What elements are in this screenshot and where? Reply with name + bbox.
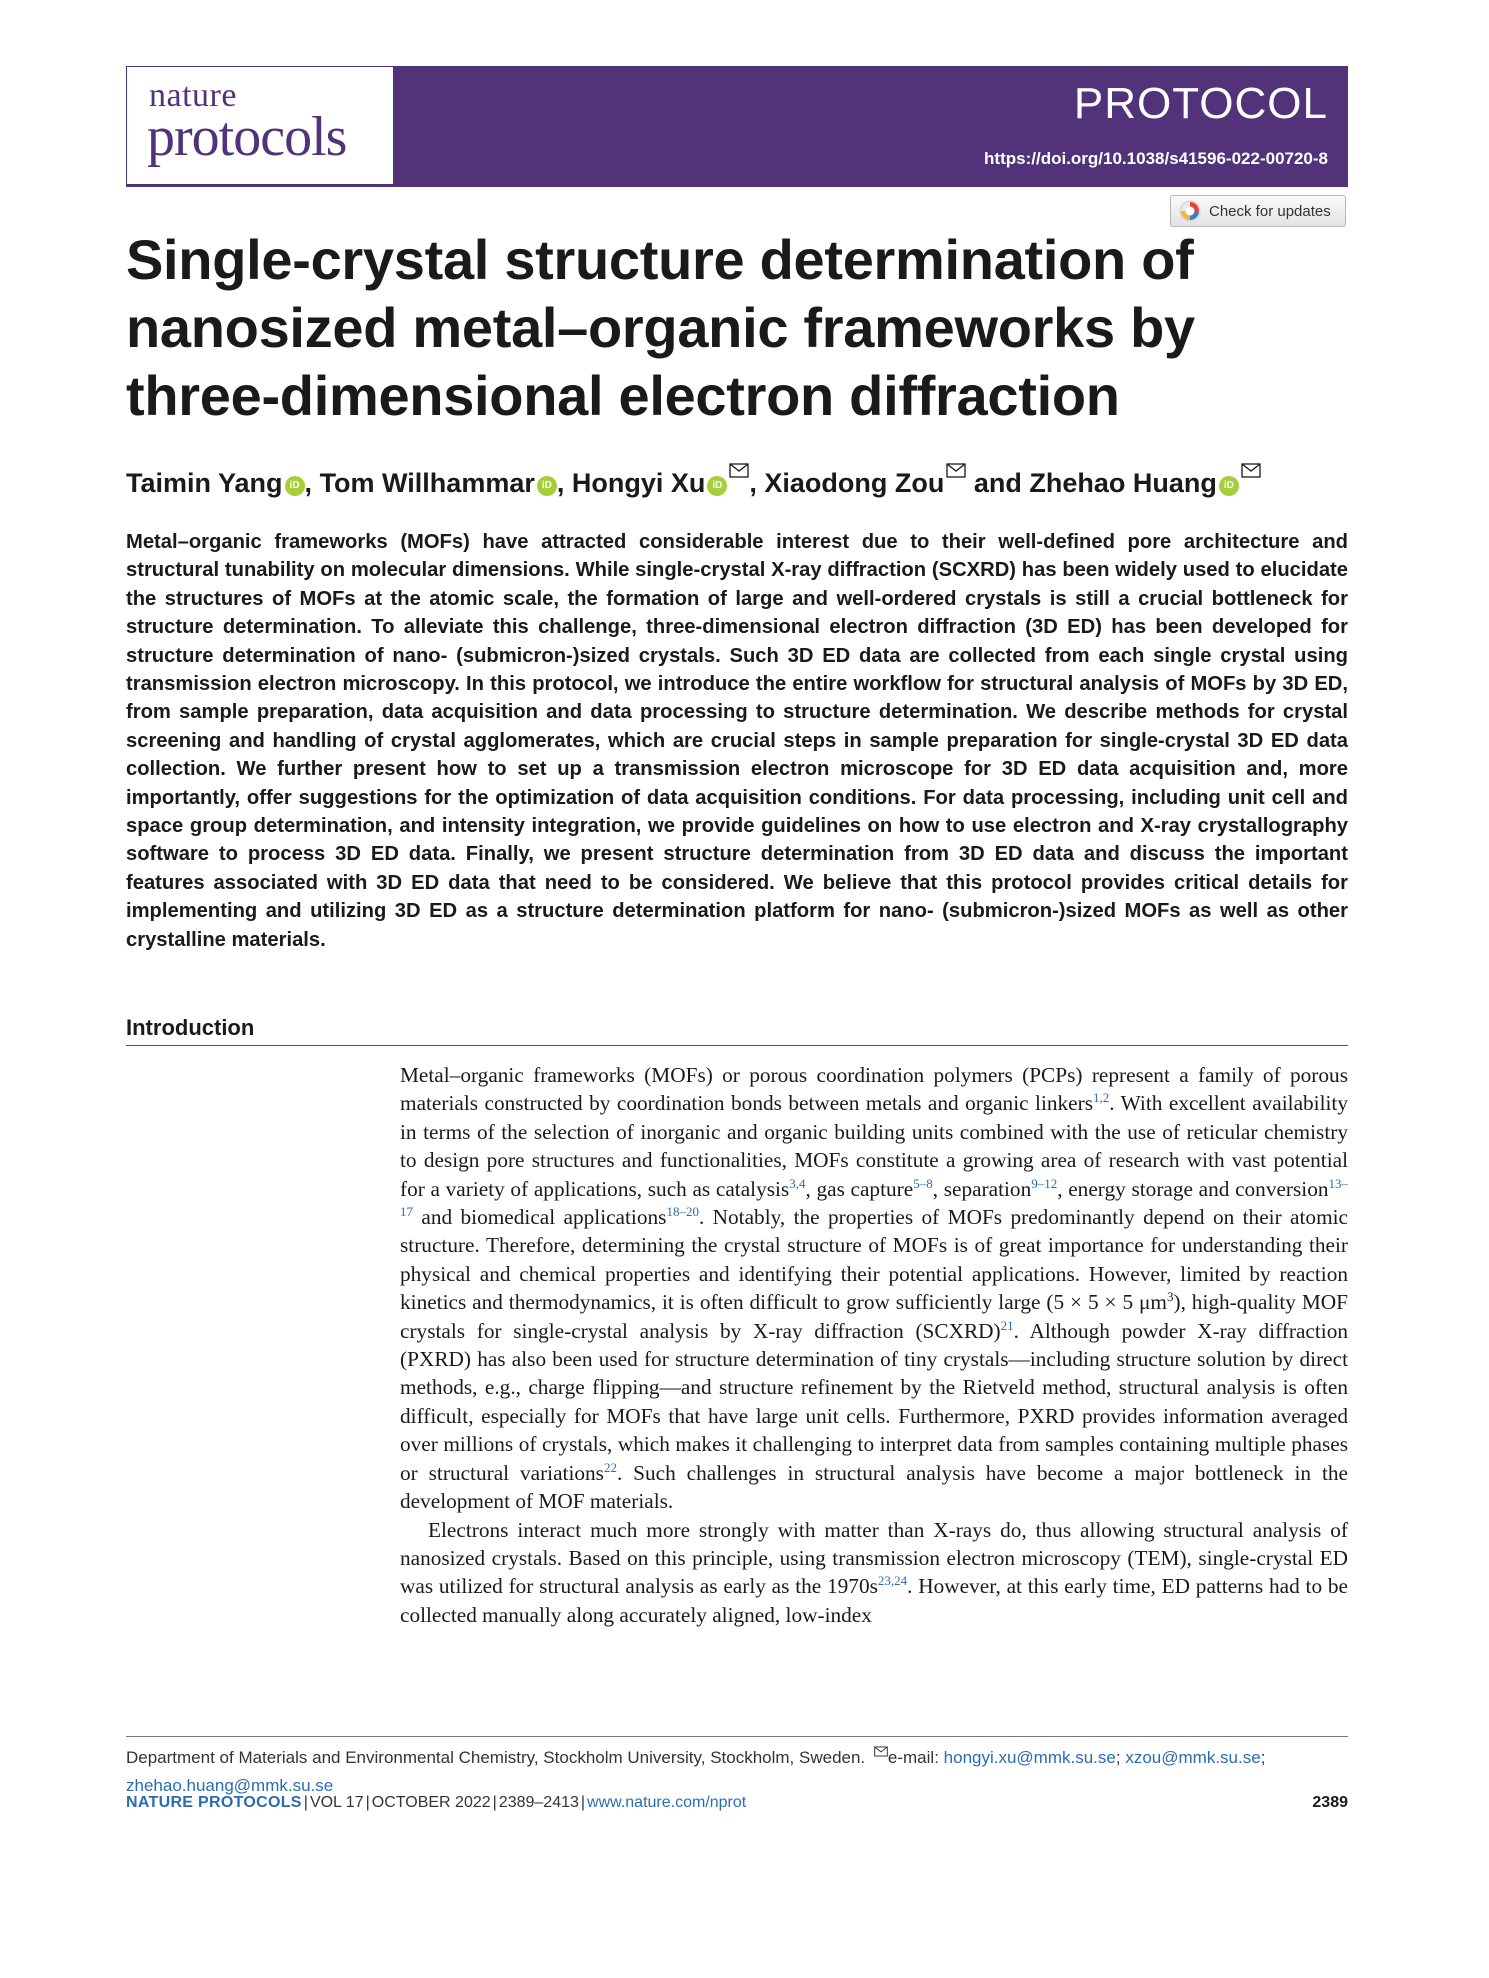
envelope-icon[interactable] [729,463,749,478]
body-text-run: Electrons interact much more strongly with matter than X-rays do, thus allowing structural analysis of nanosized crystals. Based on this principle, using transmission electron microscopy (TEM), single-crystal ED was utilized for structural analysis as early as the 1970s [400,1517,1348,1599]
email-link[interactable]: zhehao.huang@mmk.su.se [126,1776,334,1795]
author-list [126,463,1261,501]
citation-link[interactable]: 22 [603,1459,617,1475]
body-text-run: and biomedical applications [413,1205,667,1230]
body-text-run: , gas capture [805,1176,914,1201]
envelope-icon[interactable] [1241,463,1261,478]
envelope-icon [874,1746,888,1757]
citation-link[interactable]: 18–20 [666,1204,699,1220]
orcid-icon[interactable]: iD [1219,476,1239,496]
title-line: Single-crystal structure determination of [126,228,1194,291]
email-link[interactable]: hongyi.xu@mmk.su.se [943,1748,1116,1767]
superscript: 3 [1166,1289,1174,1305]
author-name[interactable]: Zhehao Huang [1029,468,1217,498]
body-text-run: . Although powder X-ray diffraction (PXRD) has also been used for structure determination of tiny crystals—including structure solution by direct methods, e.g., charge flipping—and structure refinement by the Rietveld method, structural analysis is often difficult, especially for MOFs that have large unit cells. Furthermore, PXRD provides information averaged over millions of crystals, which makes it challenging to interpret data from samples containing multiple phases or structural variations [400,1318,1348,1485]
body-text-run: , separation [932,1176,1032,1201]
footnote-divider [126,1736,1348,1737]
orcid-icon[interactable]: iD [537,476,557,496]
affiliation-text: Department of Materials and Environmental Chemistry, Stockholm University, Stockholm, Sweden. [126,1748,866,1767]
body-text-run: ), high-quality MOF crystals for single-crystal analysis by X-ray diffraction (SCXRD) [400,1290,1348,1343]
orcid-icon[interactable]: iD [707,476,727,496]
citation-link[interactable]: 23,24 [877,1573,908,1589]
journal-header-banner [126,66,1348,187]
journal-logo[interactable] [126,66,394,185]
abstract: Metal–organic frameworks (MOFs) have attracted considerable interest due to their well-defined pore architecture and structural tunability on molecular dimensions. While single-crystal X-ray diffraction (SCXRD) has been widely used to elucidate the structures of MOFs at the atomic scale, the formation of large and well-ordered crystals is still a crucial bottleneck for structure determination. To alleviate this challenge, three-dimensional electron diffraction (3D ED) has been developed for structure determination of nano- (submicron-)sized crystals. Such 3D ED data are collected from each single crystal using transmission electron microscopy. In this protocol, we introduce the entire workflow for structural analysis of MOFs by 3D ED, from sample preparation, data acquisition and data processing to structure determination. We describe methods for crystal screening and handling of crystal agglomerates, which are crucial steps in sample preparation for single-crystal 3D ED data collection. We further present how to set up a transmission electron microscope for 3D ED data acquisition and, more importantly, offer suggestions for the optimization of data acquisition conditions. For data processing, including unit cell and space group determination, and intensity integration, we provide guidelines on how to use electron and X-ray crystallography software to process 3D ED data. Finally, we present structure determination from 3D ED data and discuss the important features associated with 3D ED data that need to be considered. We believe that this protocol provides critical details for implementing and utilizing 3D ED as a structure determination platform for nano- (submicron-)sized MOFs as well as other crystalline materials. [126,531,1348,951]
body-text-run: . Notably, the properties of MOFs predominantly depend on their atomic structure. Therefore, determining the crystal structure of MOFs is of great importance for understanding their physical and chemical properties and identifying their potential applications. However, limited by reaction kinetics and thermodynamics, it is often difficult to grow sufficiently large (5 × 5 × 5 μm [400,1205,1349,1315]
article-title [126,226,1226,430]
check-for-updates-label: Check for updates [1209,202,1331,220]
crossmark-icon [1179,200,1201,222]
body-text-run: Metal–organic frameworks (MOFs) or porous coordination polymers (PCPs) represent a family of porous materials constructed by coordination bonds between metals and organic linkers [400,1063,1348,1116]
citation-link[interactable]: 21 [1000,1317,1014,1333]
citation-link[interactable]: 13–17 [400,1175,1349,1220]
article-type-label: PROTOCOL [1073,79,1328,128]
body-text-run: , energy storage and conversion [1057,1176,1329,1201]
email-label: e-mail: [887,1748,939,1767]
logo-protocols-text: protocols [147,106,347,168]
affiliation-footnote: Department of Materials and Environmental Chemistry, Stockholm University, Stockholm, Sweden. e-mail: hongyi.xu@mmk.su.se; xzou@mmk.su.se; zhehao.huang@mmk.su.se [126,1748,1266,1795]
envelope-icon[interactable] [946,463,966,478]
page-footer: NATURE PROTOCOLS | VOL 17 | OCTOBER 2022 | 2389–2413 | www.nature.com/nprot 2389 [126,1794,1348,1811]
check-for-updates-button[interactable] [1170,195,1346,227]
body-paragraph [400,1061,1348,1516]
title-line: three-dimensional electron diffraction [126,364,1120,427]
journal-volume: VOL 17 [309,1794,364,1811]
body-text-run: . Such challenges in structural analysis have become a major bottleneck in the development of MOF materials. [400,1460,1349,1514]
title-line: nanosized metal–organic frameworks by [126,296,1195,359]
author-separator: , [304,468,320,498]
author-name[interactable]: Hongyi Xu [571,468,706,498]
journal-date: OCTOBER 2022 [371,1794,491,1811]
journal-url-link[interactable]: www.nature.com/nprot [587,1794,747,1811]
section-divider [126,1045,1348,1046]
page-range: 2389–2413 [498,1794,579,1811]
section-heading-introduction: Introduction [126,1015,255,1040]
citation-link[interactable]: 3,4 [789,1175,806,1191]
author-name[interactable]: Tom Willhammar [319,468,535,498]
doi-link[interactable]: https://doi.org/10.1038/s41596-022-00720-8 [984,149,1328,168]
body-text [400,1061,1348,1629]
body-text-run: . With excellent availability in terms of the selection of inorganic and organic building units combined with the use of reticular chemistry to design pore structures and functionalities, MOFs constitute a growing area of research with vast potential for a variety of applications, such as catalysis [400,1091,1348,1201]
journal-name: NATURE PROTOCOLS [126,1794,302,1811]
author-separator: , [749,468,765,498]
citation-link[interactable]: 1,2 [1093,1090,1110,1106]
citation-link[interactable]: 5–8 [913,1175,933,1191]
logo-nature-text: nature [149,77,237,114]
body-paragraph [400,1516,1348,1630]
author-name[interactable]: Taimin Yang [126,468,283,498]
page-number: 2389 [1312,1794,1348,1811]
citation-link[interactable]: 9–12 [1031,1175,1058,1191]
author-name[interactable]: Xiaodong Zou [764,468,945,498]
email-link[interactable]: xzou@mmk.su.se [1125,1748,1261,1767]
author-separator: , [556,468,572,498]
author-separator: and [966,468,1030,498]
body-text-run: . However, at this early time, ED patterns had to be collected manually along accurately aligned, low-index [400,1574,1348,1627]
orcid-icon[interactable]: iD [285,476,305,496]
